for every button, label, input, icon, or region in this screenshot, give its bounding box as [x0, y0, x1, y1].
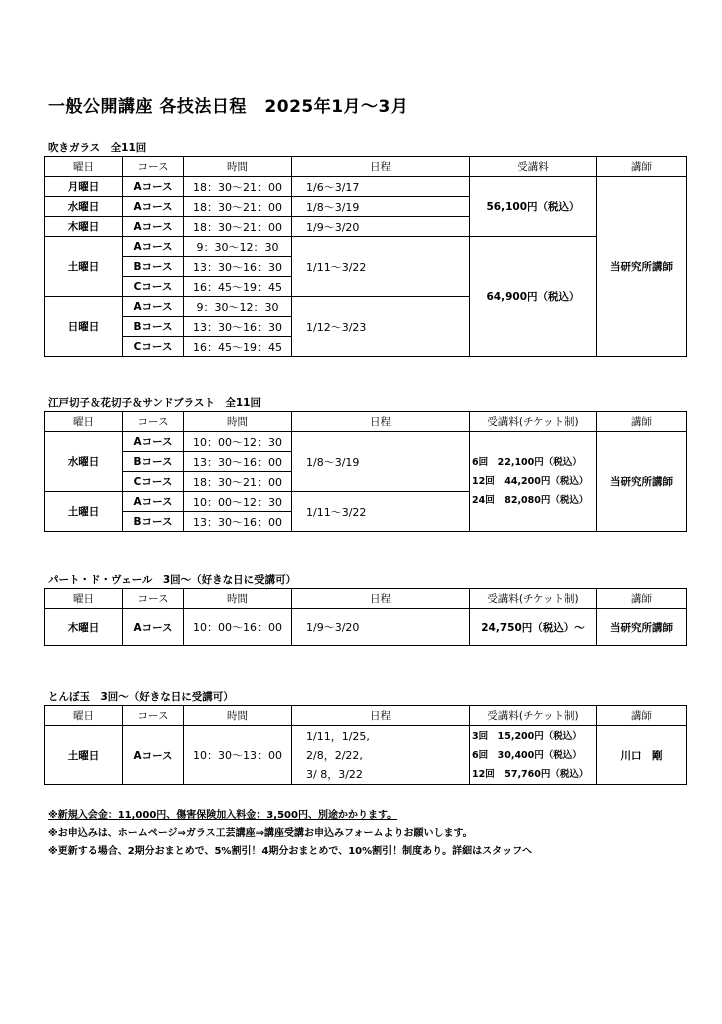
table-header-row: [45, 412, 687, 432]
header-day: 曜日: [45, 589, 123, 609]
header-day: 曜日: [45, 157, 123, 177]
time-cell: 18：30〜21：00: [184, 177, 292, 197]
time-cell: 13：30〜16：30: [184, 317, 292, 337]
day-cell: 木曜日: [45, 217, 123, 237]
table-row: [45, 237, 687, 257]
schedule-cell: 1/9〜3/20: [292, 217, 470, 237]
time-cell: 18：30〜21：00: [184, 472, 292, 492]
header-instructor: 講師: [597, 589, 687, 609]
notes-block: [48, 807, 532, 861]
header-course: コース: [123, 706, 184, 726]
note-application: ※お申込みは、ホームページ⇒ガラス工芸講座⇒講座受講お申込みフォームよりお願いします。: [48, 828, 473, 839]
course-cell: Bコース: [123, 512, 184, 532]
table-row: [45, 432, 687, 452]
course-cell: Aコース: [123, 297, 184, 317]
time-cell: 18：30〜21：00: [184, 197, 292, 217]
time-cell: 10：00〜12：30: [184, 432, 292, 452]
course-cell: Aコース: [123, 197, 184, 217]
course-cell: Bコース: [123, 257, 184, 277]
instructor-cell: 当研究所講師: [597, 432, 687, 532]
schedule-cell: [292, 726, 470, 785]
table-row: [45, 609, 687, 646]
glassblowing-table: [44, 156, 687, 357]
ticket-fee-cell: [470, 726, 597, 785]
course-cell: Aコース: [123, 492, 184, 512]
ticket-fee-line: 6回 30,400円（税込）: [472, 749, 582, 761]
course-cell: Aコース: [123, 609, 184, 646]
header-instructor: 講師: [597, 706, 687, 726]
time-cell: 13：30〜16：30: [184, 257, 292, 277]
schedule-line: 3/ 8，3/22: [306, 767, 363, 781]
day-cell: 土曜日: [45, 237, 123, 297]
table-row: [45, 726, 687, 785]
instructor-cell: 当研究所講師: [597, 177, 687, 357]
course-cell: Aコース: [123, 177, 184, 197]
schedule-cell: 1/9〜3/20: [292, 609, 470, 646]
fee-cell: 24,750円（税込）〜: [470, 609, 597, 646]
course-cell: Cコース: [123, 277, 184, 297]
time-cell: 13：30〜16：00: [184, 452, 292, 472]
header-time: 時間: [184, 412, 292, 432]
table-row: [45, 177, 687, 197]
course-cell: Aコース: [123, 726, 184, 785]
course-cell: Cコース: [123, 472, 184, 492]
header-day: 曜日: [45, 412, 123, 432]
note-discount: ※更新する場合、2期分おまとめで、5%割引！4期分おまとめで、10%割引！制度あり。詳細はスタッフへ: [48, 846, 532, 857]
header-fee: 受講料: [470, 157, 597, 177]
header-schedule: 日程: [292, 157, 470, 177]
course-cell: Cコース: [123, 337, 184, 357]
page-title: 一般公開講座 各技法日程 2025年1月〜3月: [48, 97, 409, 117]
header-fee: 受講料(チケット制): [470, 706, 597, 726]
time-cell: 9：30〜12：30: [184, 297, 292, 317]
time-cell: 13：30〜16：00: [184, 512, 292, 532]
day-cell: 木曜日: [45, 609, 123, 646]
header-time: 時間: [184, 706, 292, 726]
header-instructor: 講師: [597, 157, 687, 177]
fee-cell: 64,900円（税込）: [470, 237, 597, 357]
course-cell: Bコース: [123, 317, 184, 337]
time-cell: 16：45〜19：45: [184, 277, 292, 297]
schedule-cell: 1/8〜3/19: [292, 197, 470, 217]
table-header-row: [45, 589, 687, 609]
section-heading-glassblowing: 吹きガラス 全11回: [48, 142, 147, 154]
schedule-cell: 1/12〜3/23: [292, 297, 470, 357]
course-cell: Aコース: [123, 432, 184, 452]
header-fee: 受講料(チケット制): [470, 589, 597, 609]
ticket-fee-cell: [470, 432, 597, 532]
tonbodama-table: [44, 705, 687, 785]
day-cell: 月曜日: [45, 177, 123, 197]
section-heading-tonbodama: とんぼ玉 3回〜（好きな日に受講可）: [48, 691, 234, 703]
schedule-cell: 1/11〜3/22: [292, 237, 470, 297]
time-cell: 9：30〜12：30: [184, 237, 292, 257]
header-schedule: 日程: [292, 706, 470, 726]
header-course: コース: [123, 157, 184, 177]
ticket-fee-line: 24回 82,080円（税込）: [472, 495, 589, 506]
time-cell: 18：30〜21：00: [184, 217, 292, 237]
course-cell: Bコース: [123, 452, 184, 472]
header-schedule: 日程: [292, 589, 470, 609]
time-cell: 10：30〜13：00: [184, 726, 292, 785]
course-cell: Aコース: [123, 217, 184, 237]
time-cell: 10：00〜12：30: [184, 492, 292, 512]
header-schedule: 日程: [292, 412, 470, 432]
header-course: コース: [123, 589, 184, 609]
section-heading-kiriko: 江戸切子＆花切子＆サンドブラスト 全11回: [48, 397, 261, 409]
time-cell: 10：00〜16：00: [184, 609, 292, 646]
ticket-fee-line: 6回 22,100円（税込）: [472, 457, 582, 468]
note-fees: ※新規入会金：11,000円、傷害保険加入料金：3,500円、別途かかります。: [48, 810, 398, 821]
schedule-line: 1/11，1/25,: [306, 729, 370, 743]
header-time: 時間: [184, 589, 292, 609]
course-cell: Aコース: [123, 237, 184, 257]
header-day: 曜日: [45, 706, 123, 726]
instructor-cell: 当研究所講師: [597, 609, 687, 646]
day-cell: 土曜日: [45, 726, 123, 785]
time-cell: 16：45〜19：45: [184, 337, 292, 357]
instructor-cell: 川口 剛: [597, 726, 687, 785]
fee-cell: 56,100円（税込）: [470, 177, 597, 237]
day-cell: 日曜日: [45, 297, 123, 357]
table-header-row: [45, 706, 687, 726]
header-instructor: 講師: [597, 412, 687, 432]
header-time: 時間: [184, 157, 292, 177]
schedule-cell: 1/11〜3/22: [292, 492, 470, 532]
header-fee: 受講料(チケット制): [470, 412, 597, 432]
ticket-fee-line: 3回 15,200円（税込）: [472, 730, 582, 742]
day-cell: 水曜日: [45, 197, 123, 217]
pate-de-verre-table: [44, 588, 687, 646]
schedule-cell: 1/8〜3/19: [292, 432, 470, 492]
ticket-fee-line: 12回 57,760円（税込）: [472, 768, 589, 780]
header-course: コース: [123, 412, 184, 432]
day-cell: 土曜日: [45, 492, 123, 532]
day-cell: 水曜日: [45, 432, 123, 492]
table-header-row: [45, 157, 687, 177]
schedule-line: 2/8，2/22,: [306, 748, 363, 762]
kiriko-table: [44, 411, 687, 532]
schedule-cell: 1/6〜3/17: [292, 177, 470, 197]
section-heading-pate-de-verre: パート・ド・ヴェール 3回〜（好きな日に受講可）: [48, 574, 297, 586]
ticket-fee-line: 12回 44,200円（税込）: [472, 476, 589, 487]
